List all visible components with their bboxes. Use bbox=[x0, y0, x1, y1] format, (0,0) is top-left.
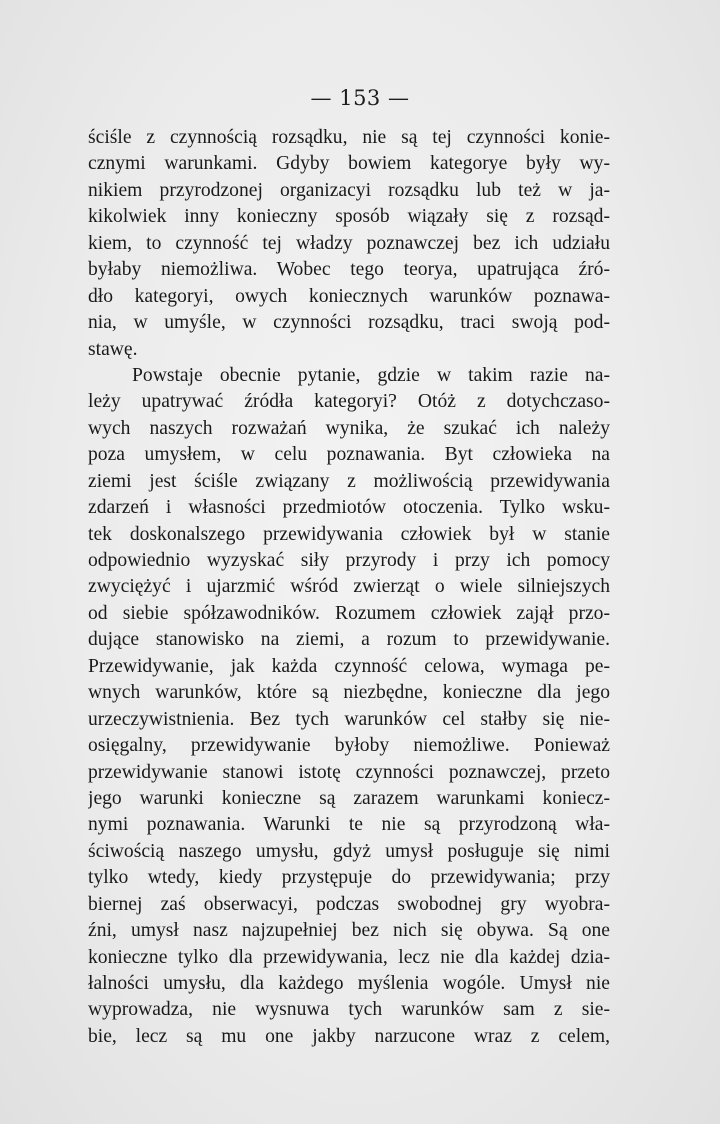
text-line: tek doskonalszego przewidywania człowiek był w stanie bbox=[88, 523, 610, 545]
text-line: zdarzeń i własności przedmiotów otoczenia. Tylko wsku- bbox=[88, 497, 610, 519]
text-line: Przewidywanie, jak każda czynność celowa, wymaga pe- bbox=[88, 655, 610, 677]
text-line: stawę. bbox=[88, 338, 138, 360]
text-line: odpowiednio wyzyskać siły przyrody i przy ich pomocy bbox=[88, 550, 610, 571]
text-line: urzeczywistnienia. Bez tych warunków cel stałby się nie- bbox=[88, 708, 610, 730]
text-line: łalności umysłu, dla każdego myślenia wogóle. Umysł nie bbox=[88, 973, 610, 994]
body-text bbox=[88, 125, 610, 1050]
text-line: osięgalny, przewidywanie byłoby niemożliwe. Ponieważ bbox=[88, 735, 610, 757]
text-line: ziemi jest ściśle związany z możliwością przewidywania bbox=[88, 470, 610, 492]
text-line: nia, w umyśle, w czynności rozsądku, traci swoją pod- bbox=[88, 312, 610, 334]
text-line: tylko wtedy, kiedy przystępuje do przewidywania; przy bbox=[88, 867, 610, 889]
text-line: poza umysłem, w celu poznawania. Byt człowieka na bbox=[88, 444, 610, 466]
text-line: wnych warunków, które są niezbędne, konieczne dla jego bbox=[88, 682, 610, 704]
text-line: kiem, to czynność tej władzy poznawczej bez ich udziału bbox=[88, 232, 610, 254]
text-line: wych naszych rozważań wynika, że szukać ich należy bbox=[88, 417, 610, 439]
text-line: cznymi warunkami. Gdyby bowiem kategorye były wy- bbox=[88, 153, 610, 175]
text-line: źni, umysł nasz najzupełniej bez nich się obywa. Są one bbox=[88, 920, 610, 942]
text-line: dło kategoryi, owych koniecznych warunków poznawa- bbox=[88, 285, 610, 307]
text-line: jego warunki konieczne są zarazem warunkami koniecz- bbox=[88, 787, 610, 809]
text-line: leży upatrywać źródła kategoryi? Otóż z dotychczaso- bbox=[88, 391, 610, 413]
text-line: ściśle z czynnością rozsądku, nie są tej czynności konie- bbox=[88, 127, 610, 148]
text-line: przewidywanie stanowi istotę czynności poznawczej, przeto bbox=[88, 761, 610, 783]
text-line: bie, lecz są mu one jakby narzucone wraz z celem, bbox=[88, 1025, 610, 1047]
text-line: wyprowadza, nie wysnuwa tych warunków sam z sie- bbox=[88, 999, 610, 1021]
text-line: nymi poznawania. Warunki te nie są przyrodzoną wła- bbox=[88, 814, 610, 836]
text-line: biernej zaś obserwacyi, podczas swobodnej gry wyobra- bbox=[88, 893, 610, 915]
text-line: kikolwiek inny konieczny sposób wiązały się z rozsąd- bbox=[88, 206, 610, 228]
text-line: konieczne tylko dla przewidywania, lecz nie dla każdej dzia- bbox=[88, 946, 610, 968]
text-line: ściwością naszego umysłu, gdyż umysł posługuje się nimi bbox=[88, 840, 610, 862]
text-line: nikiem przyrodzonej organizacyi rozsądku lub też w ja- bbox=[88, 179, 610, 201]
text-line: zwyciężyć i ujarzmić wśród zwierząt o wiele silniejszych bbox=[88, 576, 610, 598]
text-line: byłaby niemożliwa. Wobec tego teorya, upatrująca źró- bbox=[88, 259, 610, 281]
text-line: Powstaje obecnie pytanie, gdzie w takim razie na- bbox=[132, 364, 610, 386]
text-line: od siebie spółzawodników. Rozumem człowiek zajął przo- bbox=[88, 602, 610, 624]
page-number: — 153 — bbox=[310, 86, 410, 110]
text-line: dujące stanowisko na ziemi, a rozum to przewidywanie. bbox=[88, 629, 610, 651]
